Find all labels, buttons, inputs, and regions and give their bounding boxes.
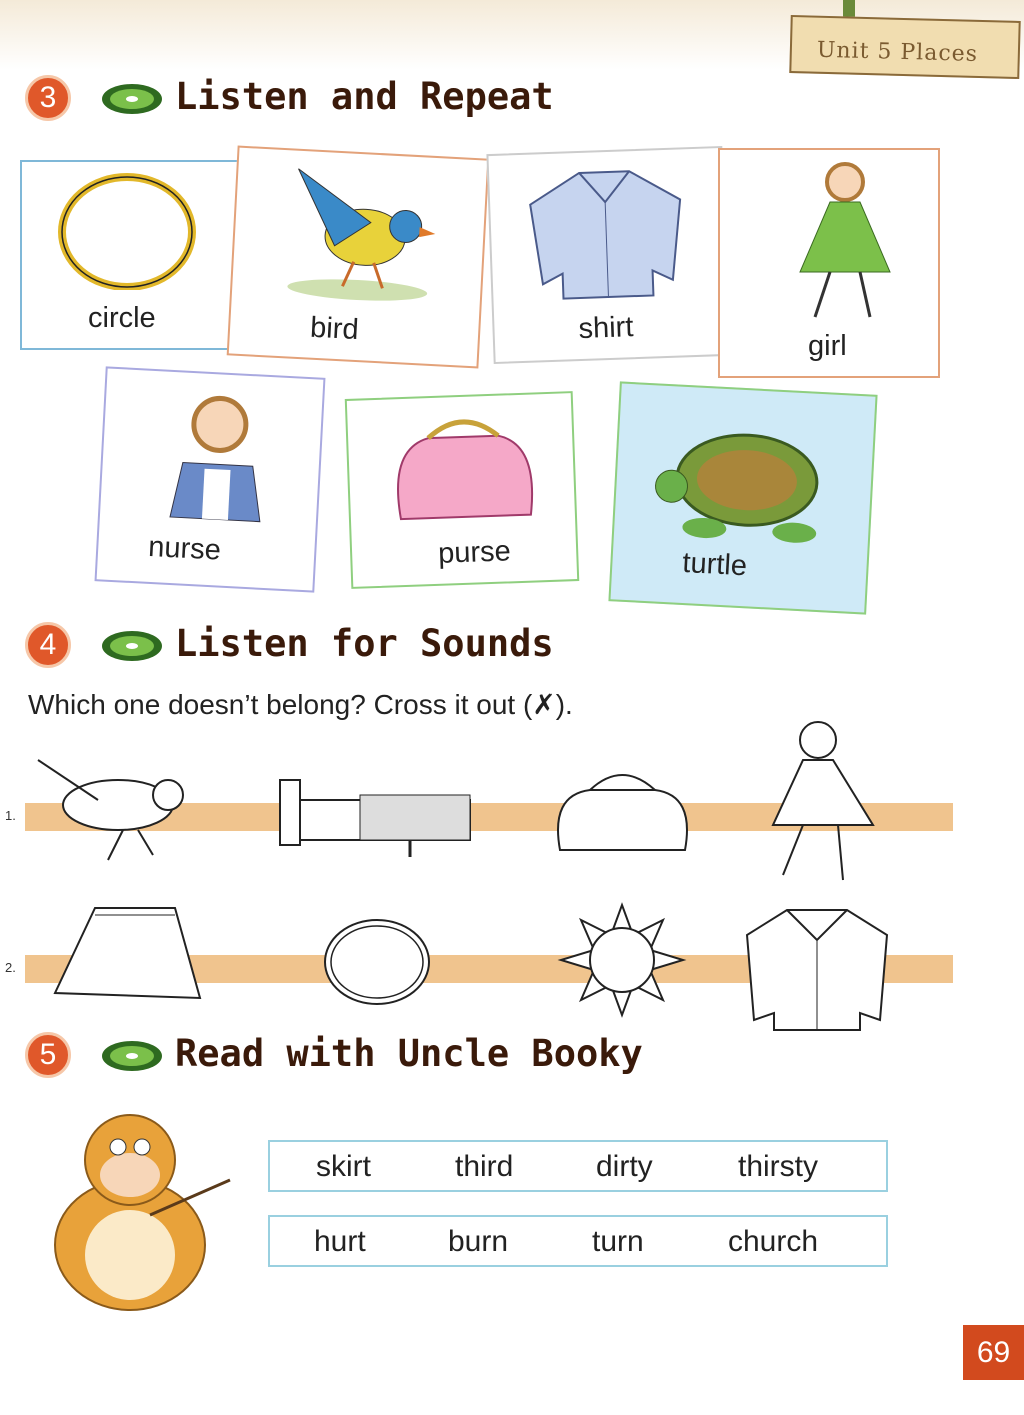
card-shirt <box>486 146 729 364</box>
card-word: nurse <box>147 530 222 567</box>
card-girl <box>718 148 940 378</box>
section-4-header <box>25 622 625 672</box>
section-5-header <box>25 1032 725 1082</box>
unit-label: Unit 5 Places <box>816 37 979 67</box>
circle-drawing[interactable] <box>320 915 435 1010</box>
card-purse <box>345 391 579 589</box>
read-word: thirsty <box>738 1150 819 1183</box>
card-word: circle <box>88 302 156 334</box>
girl-picture <box>760 152 910 332</box>
read-word: skirt <box>316 1150 371 1183</box>
card-bird <box>227 146 490 369</box>
bird-drawing[interactable] <box>28 745 188 865</box>
cd-icon <box>100 628 164 664</box>
section-3-header <box>25 75 625 125</box>
purse-picture <box>377 404 551 530</box>
word-row-1 <box>268 1140 888 1192</box>
card-turtle <box>608 381 877 614</box>
skirt-drawing[interactable] <box>45 903 205 1003</box>
turtle-picture <box>643 405 850 555</box>
card-circle <box>20 160 240 350</box>
read-word: third <box>455 1150 514 1183</box>
bird-picture <box>272 158 449 307</box>
section-title: Read with Uncle Booky <box>175 1032 643 1075</box>
purse-drawing[interactable] <box>550 765 695 860</box>
instruction-text: Which one doesn’t belong? Cross it out (✗). <box>28 689 573 720</box>
row-number: 1. <box>5 808 16 823</box>
cd-icon <box>100 81 164 117</box>
read-word: hurt <box>314 1225 366 1258</box>
card-nurse <box>95 366 326 592</box>
circle-picture <box>52 170 202 290</box>
card-word: girl <box>808 330 847 362</box>
card-word: bird <box>309 311 360 347</box>
nurse-picture <box>140 381 297 529</box>
card-word: turtle <box>681 546 748 583</box>
shirt-picture <box>519 159 694 305</box>
uncle-booky-illustration <box>30 1105 240 1315</box>
word-row-2 <box>268 1215 888 1267</box>
page-number: 69 <box>963 1325 1024 1380</box>
row-number: 2. <box>5 960 16 975</box>
read-word: church <box>728 1225 819 1258</box>
shirt-drawing[interactable] <box>742 905 892 1035</box>
card-word: purse <box>437 535 512 570</box>
sun-drawing[interactable] <box>555 900 690 1020</box>
read-word: dirty <box>596 1150 653 1183</box>
section-number-badge: 5 <box>25 1032 71 1078</box>
cd-icon <box>100 1038 164 1074</box>
section-title: Listen for Sounds <box>175 622 554 665</box>
card-word: shirt <box>578 311 634 346</box>
section-title: Listen and Repeat <box>175 75 554 118</box>
bed-drawing[interactable] <box>275 775 475 860</box>
read-word: turn <box>592 1225 644 1258</box>
girl-drawing[interactable] <box>758 715 898 895</box>
unit-sign <box>789 15 1020 79</box>
section-number-badge: 4 <box>25 622 71 668</box>
read-word: burn <box>448 1225 509 1258</box>
section-number-badge: 3 <box>25 75 71 121</box>
